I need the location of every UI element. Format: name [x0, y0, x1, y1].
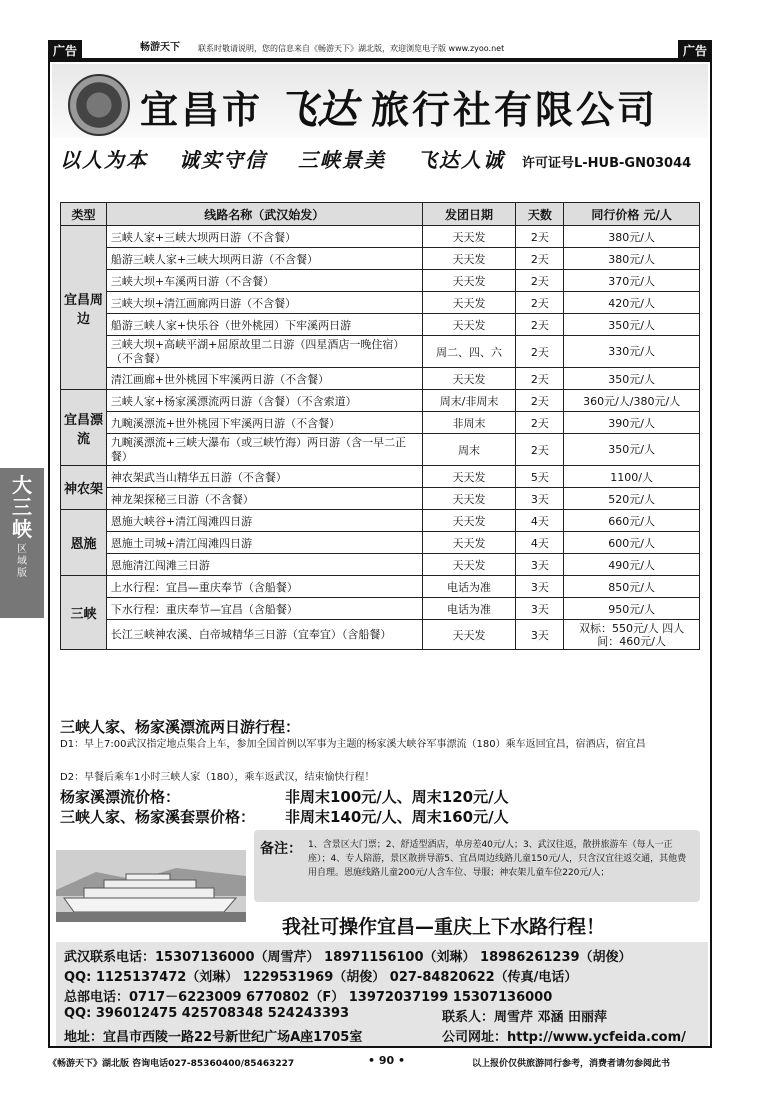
date-cell: 天天发 [422, 248, 516, 270]
route-cell: 九畹溪漂流+三峡大瀑布（或三峡竹海）两日游（含一早二正餐） [106, 434, 422, 466]
slogan-1: 以人为本 [60, 148, 148, 172]
itinerary-title: 三峡人家、杨家溪漂流两日游行程： [60, 718, 301, 736]
date-cell: 周二、四、六 [422, 336, 516, 368]
table-row [61, 226, 700, 248]
slogan-3: 三峡景美 [297, 148, 386, 172]
route-cell: 恩施清江闯滩三日游 [106, 554, 422, 576]
days-cell: 3天 [516, 488, 564, 510]
route-cell: 恩施土司城+清江闯滩四日游 [106, 532, 422, 554]
days-cell: 3天 [516, 576, 564, 598]
route-cell: 三峡大坝+车溪两日游（不含餐） [106, 270, 422, 292]
contact-qq-hq: QQ: 396012475 425708348 524243393 [64, 1006, 350, 1021]
contact-hq-phones: 总部电话：0717－6223009 6770802（F） 13972037199 15307136000 [64, 990, 553, 1005]
cruise-ship-image [56, 850, 246, 922]
date-cell: 天天发 [422, 532, 516, 554]
price-cell: 330元/人 [564, 336, 700, 368]
date-cell: 周末 [422, 434, 516, 466]
date-cell: 天天发 [422, 466, 516, 488]
days-cell: 2天 [516, 270, 564, 292]
price-label-package: 三峡人家、杨家溪套票价格： [60, 808, 256, 826]
days-cell: 3天 [516, 554, 564, 576]
header-price: 同行价格 元/人 [564, 203, 700, 226]
notes-box [254, 830, 700, 902]
category-cell: 神农架 [61, 466, 107, 510]
table-row [61, 412, 700, 434]
table-row [61, 466, 700, 488]
price-value-rafting: 非周末100元/人、周末120元/人 [285, 788, 509, 806]
ad-tag-right: 广告 [678, 40, 712, 61]
days-cell: 2天 [516, 314, 564, 336]
route-cell: 下水行程：重庆奉节—宜昌（含船餐） [106, 598, 422, 620]
date-cell: 非周末 [422, 412, 516, 434]
price-cell: 380元/人 [564, 248, 700, 270]
route-cell: 三峡大坝+清江画廊两日游（不含餐） [106, 292, 422, 314]
contact-address: 地址：宜昌市西陵一路22号新世纪广场A座1705室 [64, 1030, 363, 1045]
price-cell: 350元/人 [564, 368, 700, 390]
price-row-package [60, 806, 509, 827]
price-cell: 1100/人 [564, 466, 700, 488]
route-cell: 三峡人家+杨家溪漂流两日游（含餐）（不含索道） [106, 390, 422, 412]
table-row [61, 488, 700, 510]
table-row [61, 510, 700, 532]
date-cell: 天天发 [422, 270, 516, 292]
days-cell: 2天 [516, 390, 564, 412]
brand-logo: 畅游天下 [140, 42, 180, 53]
days-cell: 2天 [516, 368, 564, 390]
days-cell: 2天 [516, 336, 564, 368]
footer-left: 《畅游天下》湖北版 咨询电话027-85360400/85463227 [48, 1059, 295, 1069]
slogan-4: 飞达人诚 [416, 148, 505, 172]
price-cell: 双标：550元/人 四人间：460元/人 [564, 620, 700, 650]
date-cell: 天天发 [422, 554, 516, 576]
price-cell: 850元/人 [564, 576, 700, 598]
route-cell: 三峡大坝+高峡平湖+屈原故里二日游（四星酒店一晚住宿）（不含餐） [106, 336, 422, 368]
itinerary-day2: D2：早餐后乘车1小时三峡人家（180），乘车返武汉，结束愉快行程！ [60, 772, 375, 783]
contact-wuhan-phones: 武汉联系电话：15307136000（周雪芹） 18971156100（刘琳） 18986261239（胡俊） [64, 950, 632, 965]
page-number: • 90 • [368, 1054, 406, 1067]
date-cell: 天天发 [422, 226, 516, 248]
route-cell: 三峡人家+三峡大坝两日游（不含餐） [106, 226, 422, 248]
footer-right: 以上报价仅供旅游同行参考，消费者请勿参阅此书 [472, 1059, 671, 1069]
price-cell: 360元/人/380元/人 [564, 390, 700, 412]
category-cell: 宜昌漂流 [61, 390, 107, 466]
days-cell: 3天 [516, 620, 564, 650]
slogan [60, 144, 527, 173]
route-cell: 上水行程：宜昌—重庆奉节（含船餐） [106, 576, 422, 598]
table-row [61, 270, 700, 292]
price-cell: 950元/人 [564, 598, 700, 620]
region-side-tab [0, 468, 44, 618]
price-cell: 600元/人 [564, 532, 700, 554]
date-cell: 天天发 [422, 292, 516, 314]
table-row [61, 576, 700, 598]
date-cell: 天天发 [422, 488, 516, 510]
price-value-package: 非周末140元/人、周末160元/人 [285, 808, 509, 826]
contact-website: 公司网址：http://www.ycfeida.com/ [442, 1030, 686, 1045]
side-tab-subtitle: 区 域 版 [17, 544, 27, 579]
date-cell: 天天发 [422, 510, 516, 532]
table-row [61, 620, 700, 650]
price-row-rafting [60, 786, 509, 807]
table-row [61, 434, 700, 466]
days-cell: 2天 [516, 412, 564, 434]
table-row [61, 314, 700, 336]
days-cell: 2天 [516, 226, 564, 248]
table-row [61, 248, 700, 270]
table-row [61, 390, 700, 412]
company-name-prefix: 宜昌市 [140, 88, 264, 132]
days-cell: 4天 [516, 510, 564, 532]
side-tab-title: 大 三 峡 [12, 473, 32, 541]
route-cell: 九畹溪漂流+世外桃园下牢溪两日游（不含餐） [106, 412, 422, 434]
slogan-2: 诚实守信 [178, 148, 267, 172]
table-row [61, 292, 700, 314]
route-cell: 长江三峡神农溪、白帝城精华三日游（宜奉宜）（含船餐） [106, 620, 422, 650]
category-cell: 宜昌周边 [61, 226, 107, 390]
date-cell: 天天发 [422, 314, 516, 336]
table-header-row [61, 203, 700, 226]
ad-tag-left: 广告 [48, 40, 82, 61]
notes-text: 1、含景区大门票；2、舒适型酒店，单房差40元/人；3、武汉往返，散拼旅游车（每人一正座）；4、专人陪游，景区散拼导游5、宜昌周边线路儿童150元/人，只含汉宜往返交通，其他费用自理。恩施线路儿童200元/人含车位、导服；神农架儿童车位220元/人； [308, 840, 687, 878]
route-cell: 船游三峡人家+三峡大坝两日游（不含餐） [106, 248, 422, 270]
company-logo-text: 飞达 [277, 86, 358, 133]
days-cell: 3天 [516, 598, 564, 620]
price-cell: 490元/人 [564, 554, 700, 576]
header-type: 类型 [61, 203, 107, 226]
route-cell: 神龙架探秘三日游（不含餐） [106, 488, 422, 510]
price-cell: 380元/人 [564, 226, 700, 248]
table-row [61, 336, 700, 368]
contact-persons: 联系人：周雪芹 邓涵 田丽萍 [442, 1010, 608, 1025]
header-date: 发团日期 [422, 203, 516, 226]
routes-table [60, 202, 700, 650]
date-cell: 电话为准 [422, 576, 516, 598]
notes-label: 备注： [260, 841, 302, 857]
license-number: 许可证号L-HUB-GN03044 [522, 156, 692, 171]
route-cell: 神农架武当山精华五日游（不含餐） [106, 466, 422, 488]
days-cell: 5天 [516, 466, 564, 488]
table-row [61, 598, 700, 620]
price-cell: 350元/人 [564, 434, 700, 466]
header-strip [48, 38, 712, 60]
category-cell: 恩施 [61, 510, 107, 576]
price-cell: 520元/人 [564, 488, 700, 510]
days-cell: 2天 [516, 248, 564, 270]
price-cell: 370元/人 [564, 270, 700, 292]
company-seal-icon [68, 74, 130, 136]
date-cell: 天天发 [422, 620, 516, 650]
price-cell: 660元/人 [564, 510, 700, 532]
price-label-rafting: 杨家溪漂流价格： [60, 788, 181, 806]
price-cell: 390元/人 [564, 412, 700, 434]
route-cell: 恩施大峡谷+清江闯滩四日游 [106, 510, 422, 532]
date-cell: 电话为准 [422, 598, 516, 620]
table-row [61, 532, 700, 554]
table-row [61, 368, 700, 390]
operate-slogan: 我社可操作宜昌—重庆上下水路行程！ [282, 916, 606, 938]
price-cell: 420元/人 [564, 292, 700, 314]
route-cell: 清江画廊+世外桃园下牢溪两日游（不含餐） [106, 368, 422, 390]
company-name-suffix: 旅行社有限公司 [371, 88, 659, 132]
date-cell: 周末/非周末 [422, 390, 516, 412]
date-cell: 天天发 [422, 368, 516, 390]
days-cell: 4天 [516, 532, 564, 554]
days-cell: 2天 [516, 434, 564, 466]
company-name [140, 78, 658, 135]
price-cell: 350元/人 [564, 314, 700, 336]
contact-qq-wuhan: QQ: 1125137472（刘琳） 1229531969（胡俊） 027-84820622（传真/电话） [64, 970, 578, 985]
table-row [61, 554, 700, 576]
header-note: 联系时敬请说明，您的信息来自《畅游天下》湖北版，欢迎浏览电子版 www.zyoo.net [198, 44, 505, 53]
route-cell: 船游三峡人家+快乐谷（世外桃园）下牢溪两日游 [106, 314, 422, 336]
days-cell: 2天 [516, 292, 564, 314]
header-route: 线路名称（武汉始发） [106, 203, 422, 226]
header-days: 天数 [516, 203, 564, 226]
itinerary-day1: D1：早上7:00武汉指定地点集合上车，参加全国首例以军事为主题的杨家溪大峡谷军事漂流（180）乘车返回宜昌，宿酒店，宿宜昌 [60, 739, 646, 750]
category-cell: 三峡 [61, 576, 107, 650]
